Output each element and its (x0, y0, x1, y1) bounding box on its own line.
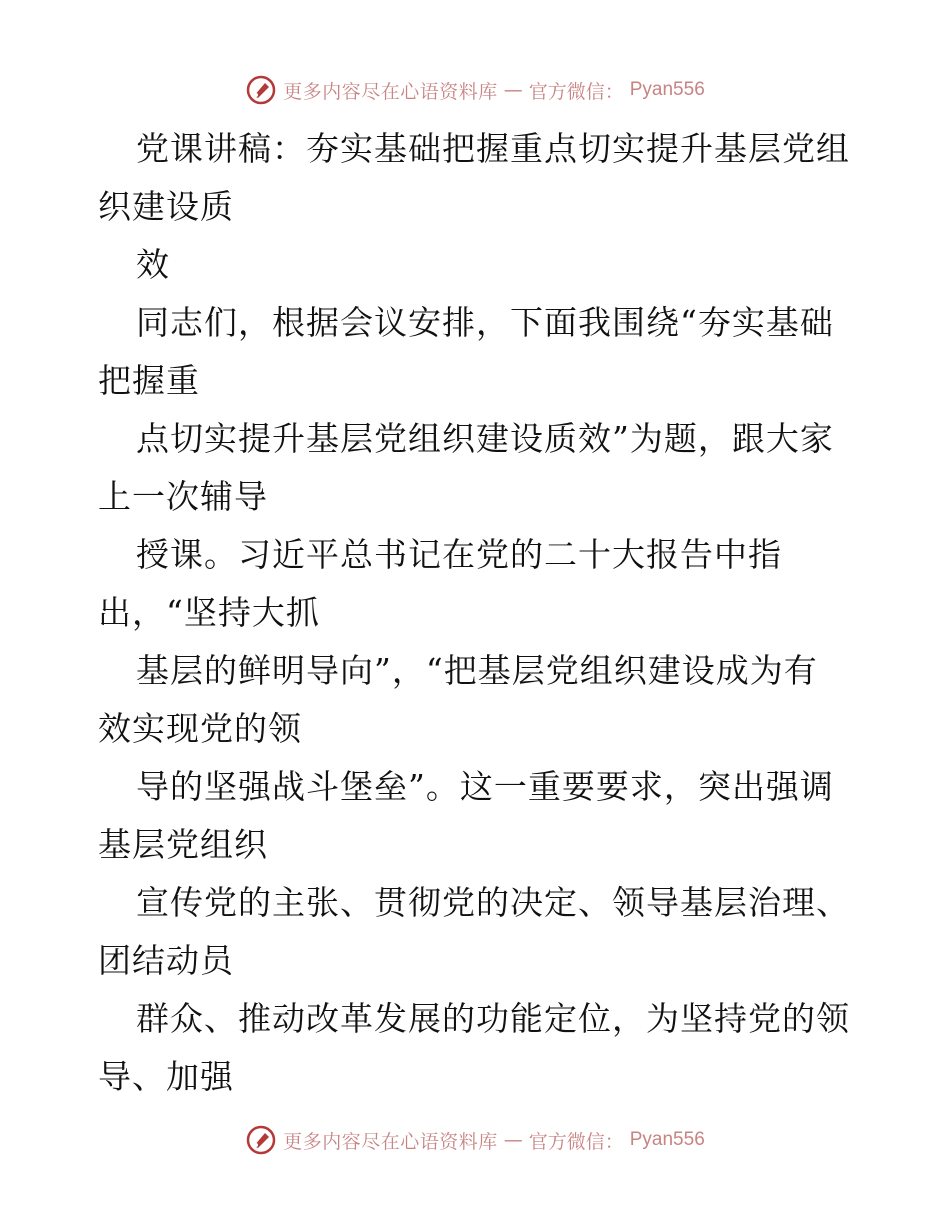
watermark-brand: 更多内容尽在心语资料库 (283, 80, 498, 103)
pen-nib-seal-icon (245, 74, 277, 106)
watermark-dash: — (503, 1129, 523, 1151)
text-line: 宣传党的主张、贯彻党的决定、领导基层治理、 (136, 883, 850, 922)
watermark-wechat-label: 官方微信： (528, 80, 624, 103)
text-line: 团结动员 (98, 941, 234, 980)
header-watermark (0, 70, 950, 110)
footer-watermark (0, 1120, 950, 1160)
text-line: 点切实提升基层党组织建设质效”为题，跟大家 (136, 419, 834, 458)
text-line: 上一次辅导 (98, 477, 268, 516)
text-line: 基层党组织 (98, 825, 268, 864)
text-line: 效 (136, 245, 170, 284)
text-line: 导的坚强战斗堡垒”。这一重要要求，突出强调 (136, 767, 834, 806)
text-line: 把握重 (98, 361, 200, 400)
text-line: 出，“坚持大抓 (98, 593, 320, 632)
text-line: 织建设质 (98, 187, 234, 226)
text-line: 效实现党的领 (98, 709, 302, 748)
watermark-brand: 更多内容尽在心语资料库 (283, 1130, 498, 1153)
text-line: 同志们，根据会议安排，下面我围绕“夯实基础 (136, 303, 834, 342)
watermark-wechat-id: Pyan556 (629, 79, 705, 100)
text-line: 党课讲稿：夯实基础把握重点切实提升基层党组 (136, 129, 850, 168)
text-line: 导、加强 (98, 1057, 234, 1096)
text-line: 群众、推动改革发展的功能定位，为坚持党的领 (136, 999, 850, 1038)
watermark-wechat-label: 官方微信： (528, 1130, 624, 1153)
pen-nib-seal-icon (245, 1124, 277, 1156)
document-body (98, 120, 858, 1106)
text-line: 基层的鲜明导向”，“把基层党组织建设成为有 (136, 651, 818, 690)
watermark-wechat-id: Pyan556 (629, 1129, 705, 1150)
text-line: 授课。习近平总书记在党的二十大报告中指 (136, 535, 782, 574)
watermark-dash: — (503, 79, 523, 101)
